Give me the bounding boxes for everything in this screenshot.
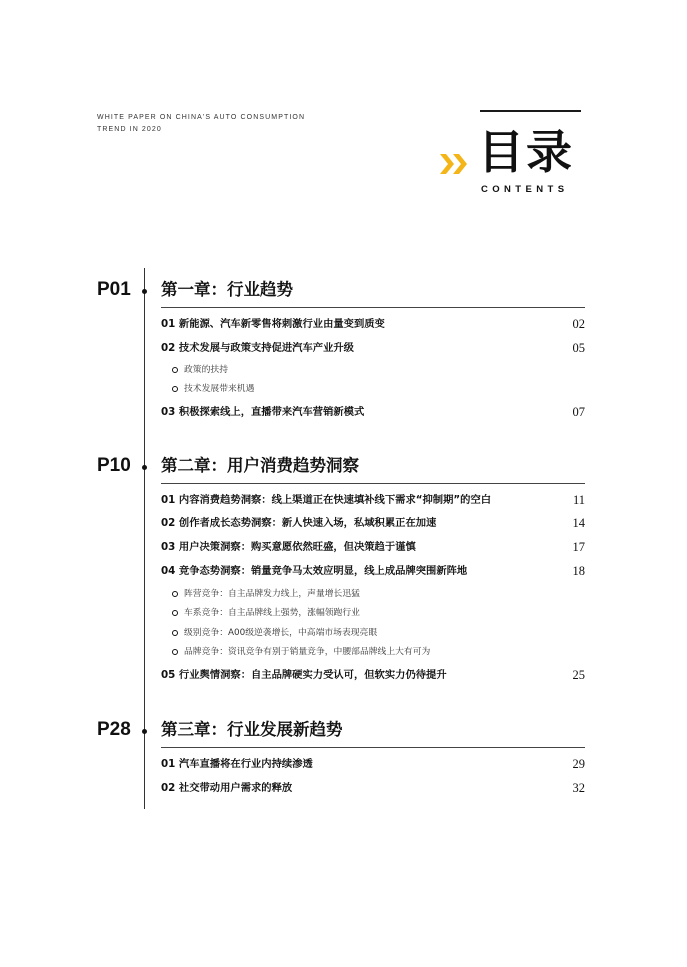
chapter-3-title: 第三章：行业发展新趋势 [161,720,343,739]
toc-entry-title: 05 行业舆情洞察：自主品牌硬实力受认可，但软实力仍待提升 [161,669,447,681]
toc-entry[interactable] [161,538,585,556]
toc-entry-title: 01 汽车直播将在行业内持续渗透 [161,758,313,770]
toc-entry[interactable] [161,491,585,509]
toc-entry-page: 05 [572,341,585,355]
toc-entry[interactable] [161,666,585,684]
timeline-dot [142,465,147,470]
header-subtitle [97,112,305,136]
toc-entry-page: 14 [572,516,585,530]
circle-bullet-icon [172,610,178,616]
chapter-2-page: P10 [97,455,131,476]
timeline-line [144,268,145,809]
chapter-3-divider [161,747,585,748]
circle-bullet-icon [172,649,178,655]
toc-entry-title: 02 技术发展与政策支持促进汽车产业升级 [161,342,354,354]
toc-subentry-text: 技术发展带来机遇 [184,384,255,394]
chapter-3-page: P28 [97,719,131,740]
double-chevron-icon [440,154,470,174]
chapter-1-page: P01 [97,279,131,300]
circle-bullet-icon [172,367,178,373]
timeline-dot [142,289,147,294]
toc-entry[interactable] [161,514,585,532]
toc-subentry-text: 政策的扶持 [184,365,228,375]
toc-entry-page: 02 [572,317,585,331]
toc-entry-title: 01 新能源、汽车新零售将刺激行业由量变到质变 [161,318,385,330]
circle-bullet-icon [172,630,178,636]
toc-entry-title: 02 创作者成长态势洞察：新人快速入场，私域积累正在加速 [161,517,437,529]
chapter-1-title: 第一章：行业趋势 [161,280,293,299]
toc-entry-page: 25 [572,668,585,682]
toc-subentry-text: 车系竞争：自主品牌线上强势，涨幅领跑行业 [184,608,360,618]
toc-entry-title: 04 竞争态势洞察：销量竞争马太效应明显，线上成品牌突围新阵地 [161,565,468,577]
toc-entry[interactable] [161,562,585,580]
toc-entry-title: 02 社交带动用户需求的释放 [161,782,293,794]
toc-entry[interactable] [161,755,585,773]
chapter-2-title: 第二章：用户消费趋势洞察 [161,456,359,475]
circle-bullet-icon [172,591,178,597]
toc-entry[interactable] [161,339,585,357]
toc-subentry-text: 级别竞争：A00级逆袭增长，中高端市场表现亮眼 [184,628,378,638]
subtitle-line-1: WHITE PAPER ON CHINA'S AUTO CONSUMPTION [97,114,306,121]
toc-entry-page: 07 [572,405,585,419]
toc-entry-page: 29 [572,757,585,771]
toc-entry-page: 17 [572,540,585,554]
circle-bullet-icon [172,386,178,392]
toc-subentry-text: 品牌竞争：资讯竞争有别于销量竞争，中腰部品牌线上大有可为 [184,647,431,657]
title-top-rule [480,110,581,112]
subtitle-line-2: TREND IN 2020 [97,126,162,133]
toc-entry-page: 11 [572,493,585,507]
toc-entry[interactable] [161,779,585,797]
page-title: 目录 [478,125,574,179]
timeline-dot [142,729,147,734]
toc-entry-title: 03 用户决策洞察：购买意愿依然旺盛，但决策趋于谨慎 [161,541,416,553]
toc-entry[interactable] [161,403,585,421]
chapter-2-divider [161,483,585,484]
toc-entry[interactable] [161,315,585,333]
toc-entry-page: 32 [572,781,585,795]
toc-subentry-text: 阵营竞争：自主品牌发力线上，声量增长迅猛 [184,589,360,599]
page-title-english: CONTENTS [481,184,569,195]
toc-entry-page: 18 [572,564,585,578]
chapter-1-divider [161,307,585,308]
toc-entry-title: 03 积极探索线上，直播带来汽车营销新模式 [161,406,365,418]
toc-entry-title: 01 内容消费趋势洞察：线上渠道正在快速填补线下需求“抑制期”的空白 [161,494,492,506]
